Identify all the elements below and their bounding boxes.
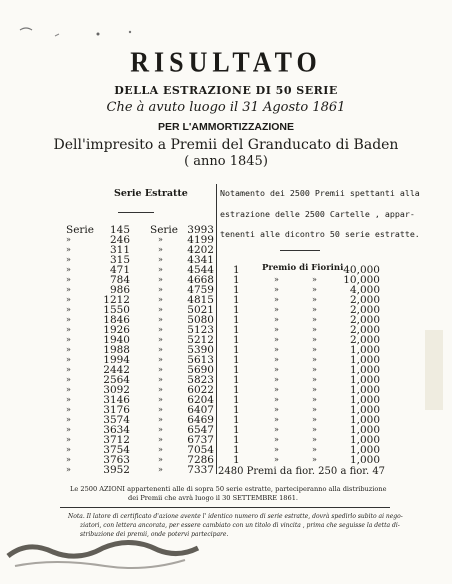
serie-number: 4544 [187, 264, 214, 276]
serie-number: 3754 [103, 444, 130, 456]
ditto-mark: » [274, 435, 279, 444]
serie-number: 5212 [187, 334, 214, 346]
col1-ditto-marks [66, 235, 71, 475]
nota-line2: ziatori, con lettera ancorata, per essere cambiato con un titolo di vincita , prima che seguisse la detta di- [80, 522, 400, 529]
serie-number: 1994 [103, 354, 130, 366]
total-premi-line: 2480 Premi da fior. 250 a fior. 47 [218, 466, 386, 477]
ditto-mark: » [274, 355, 279, 364]
ditto-mark: » [158, 375, 163, 384]
serie-number: 1550 [103, 304, 130, 316]
serie-number: 5123 [187, 324, 214, 336]
premio-amount: 1,000 [349, 454, 380, 466]
ditto-mark: » [274, 335, 279, 344]
ditto-mark: » [158, 265, 163, 274]
ditto-mark: » [66, 235, 71, 244]
ditto-mark: » [312, 445, 317, 454]
ditto-mark: » [312, 295, 317, 304]
ditto-mark: » [312, 425, 317, 434]
serie-number: 6737 [187, 434, 214, 446]
premio-amount: 1,000 [349, 404, 380, 416]
premio-count: 1 [233, 374, 240, 386]
footer-para-line2: dei Premii che avrà luogo il 30 SETTEMBRE 1861. [128, 494, 298, 502]
ditto-mark: » [158, 295, 163, 304]
premio-amount: 1,000 [349, 414, 380, 426]
serie-column-2 [186, 225, 214, 475]
serie-number: 784 [109, 274, 130, 286]
premio-amount: 10,000 [343, 274, 380, 286]
nota-line1: Nota. Il latore di certificato d'azione avente l' identico numero di serie estratte, dovrà spedirlo subito ai nego- [68, 513, 403, 520]
ditto-mark: » [158, 255, 163, 264]
col1-label: Serie [66, 224, 94, 236]
subtitle-estrazione: DELLA ESTRAZIONE DI 50 SERIE [114, 84, 338, 97]
ditto-mark: » [66, 275, 71, 284]
ditto-mark: » [158, 245, 163, 254]
premio-count-column [233, 265, 240, 465]
left-table-heading: Serie Estratte [114, 188, 188, 199]
serie-number: 6469 [187, 414, 214, 426]
ditto-mark: » [312, 365, 317, 374]
ditto-mark: » [158, 415, 163, 424]
subtitle-ammortizzazione: PER L'AMMORTIZZAZIONE [157, 121, 295, 133]
ditto-mark: » [312, 315, 317, 324]
ditto-mark: » [274, 375, 279, 384]
ditto-mark: » [312, 415, 317, 424]
premio-count: 1 [233, 404, 240, 416]
premio-count: 1 [233, 324, 240, 336]
ditto-mark: » [158, 465, 163, 474]
serie-number: 2442 [103, 364, 130, 376]
subtitle-imprestito: Dell'impresito a Premii del Granducato di Baden [53, 137, 399, 153]
premio-amount: 1,000 [349, 394, 380, 406]
footer-para-line1: Le 2500 AZIONI appartenenti alle di sopra 50 serie estratte, parteciperanno alla distribuzione [70, 485, 387, 493]
serie-number: 5690 [187, 364, 214, 376]
premio-amount-column [338, 265, 380, 465]
serie-number: 3993 [187, 224, 214, 236]
premio-header: Premio di Fiorini [262, 263, 344, 273]
premio-count: 1 [233, 294, 240, 306]
ditto-mark: » [274, 415, 279, 424]
subtitle-date: Che à avuto luogo il 31 Agosto 1861 [106, 100, 346, 115]
ditto-mark: » [274, 275, 279, 284]
premio-ditto-a [274, 275, 279, 465]
serie-number: 4668 [187, 274, 214, 286]
serie-number: 7286 [187, 454, 214, 466]
premio-count: 1 [233, 454, 240, 466]
ditto-mark: » [66, 305, 71, 314]
premio-count: 1 [233, 424, 240, 436]
premio-count: 1 [233, 444, 240, 456]
serie-number: 1988 [103, 344, 130, 356]
serie-number: 145 [109, 224, 130, 236]
ditto-mark: » [312, 455, 317, 464]
ditto-mark: » [274, 365, 279, 374]
ditto-mark: » [158, 365, 163, 374]
serie-number: 471 [109, 264, 130, 276]
ditto-mark: » [66, 425, 71, 434]
ditto-mark: » [66, 465, 71, 474]
ditto-mark: » [312, 385, 317, 394]
serie-number: 6547 [187, 424, 214, 436]
ditto-mark: » [274, 345, 279, 354]
premio-ditto-b [312, 275, 317, 465]
ditto-mark: » [158, 315, 163, 324]
table-divider [216, 184, 217, 474]
serie-number: 3763 [103, 454, 130, 466]
ditto-mark: » [66, 345, 71, 354]
ditto-mark: » [312, 335, 317, 344]
ditto-mark: » [312, 435, 317, 444]
ditto-mark: » [158, 305, 163, 314]
premio-amount: 1,000 [349, 424, 380, 436]
ditto-mark: » [274, 425, 279, 434]
ditto-mark: » [158, 285, 163, 294]
ditto-mark: » [66, 295, 71, 304]
serie-number: 6407 [187, 404, 214, 416]
ditto-mark: » [274, 455, 279, 464]
serie-number: 246 [109, 234, 130, 246]
serie-number: 315 [109, 254, 130, 266]
premio-count: 1 [233, 434, 240, 446]
ditto-mark: » [274, 305, 279, 314]
footer-divider [60, 507, 390, 508]
heading-underline [118, 212, 154, 213]
ditto-mark: » [66, 445, 71, 454]
serie-number: 4202 [187, 244, 214, 256]
ditto-mark: » [274, 445, 279, 454]
serie-number: 2564 [103, 374, 130, 386]
serie-number: 7337 [187, 464, 214, 476]
premio-count: 1 [233, 344, 240, 356]
premio-count: 1 [233, 414, 240, 426]
ditto-mark: » [158, 355, 163, 364]
premio-amount: 4,000 [349, 284, 380, 296]
serie-number: 4199 [187, 234, 214, 246]
ditto-mark: » [66, 455, 71, 464]
serie-number: 1926 [103, 324, 130, 336]
serie-number: 4815 [187, 294, 214, 306]
ditto-mark: » [66, 365, 71, 374]
ditto-mark: » [66, 265, 71, 274]
serie-number: 3092 [103, 384, 130, 396]
ditto-mark: » [158, 325, 163, 334]
ditto-mark: » [312, 285, 317, 294]
right-intro-line2: estrazione delle 2500 Cartelle , appar- [220, 209, 415, 219]
serie-number: 3634 [103, 424, 130, 436]
premio-count: 1 [233, 284, 240, 296]
premio-amount: 40,000 [343, 264, 380, 276]
ditto-mark: » [66, 245, 71, 254]
serie-number: 986 [109, 284, 130, 296]
premio-amount: 2,000 [349, 314, 380, 326]
ditto-mark: » [274, 285, 279, 294]
premio-count: 1 [233, 394, 240, 406]
premio-count: 1 [233, 304, 240, 316]
ditto-mark: » [158, 335, 163, 344]
ditto-mark: » [66, 255, 71, 264]
serie-number: 3952 [103, 464, 130, 476]
premio-amount: 1,000 [349, 434, 380, 446]
col2-label: Serie [150, 224, 178, 236]
right-intro-underline [280, 250, 320, 251]
premio-count: 1 [233, 354, 240, 366]
ditto-mark: » [312, 405, 317, 414]
premio-amount: 1,000 [349, 364, 380, 376]
premio-amount: 1,000 [349, 354, 380, 366]
serie-number: 311 [109, 244, 130, 256]
serie-number: 7054 [187, 444, 214, 456]
ditto-mark: » [158, 385, 163, 394]
serie-number: 5021 [187, 304, 214, 316]
ditto-mark: » [312, 325, 317, 334]
ditto-mark: » [66, 405, 71, 414]
ditto-mark: » [158, 395, 163, 404]
document-title: RISULTATO [130, 46, 322, 79]
premio-amount: 1,000 [349, 384, 380, 396]
premio-count: 1 [233, 274, 240, 286]
ditto-mark: » [66, 375, 71, 384]
ditto-mark: » [66, 335, 71, 344]
ditto-mark: » [66, 395, 71, 404]
serie-number: 5080 [187, 314, 214, 326]
premio-count: 1 [233, 314, 240, 326]
serie-number: 6022 [187, 384, 214, 396]
serie-number: 1212 [103, 294, 130, 306]
serie-number: 5390 [187, 344, 214, 356]
ditto-mark: » [158, 405, 163, 414]
premio-amount: 1,000 [349, 344, 380, 356]
ditto-mark: » [312, 375, 317, 384]
serie-number: 6204 [187, 394, 214, 406]
serie-number: 3176 [103, 404, 130, 416]
nota-line3: stribuzione dei premii, onde potervi partecipare. [80, 531, 229, 538]
ditto-mark: » [274, 295, 279, 304]
ditto-mark: » [158, 445, 163, 454]
ditto-mark: » [66, 315, 71, 324]
premio-amount: 2,000 [349, 304, 380, 316]
premio-amount: 2,000 [349, 324, 380, 336]
serie-number: 3712 [103, 434, 130, 446]
ditto-mark: » [66, 385, 71, 394]
ditto-mark: » [312, 275, 317, 284]
serie-number: 1846 [103, 314, 130, 326]
ditto-mark: » [312, 345, 317, 354]
serie-number: 4759 [187, 284, 214, 296]
ditto-mark: » [274, 395, 279, 404]
premio-amount: 2,000 [349, 294, 380, 306]
premio-count: 1 [233, 264, 240, 276]
ditto-mark: » [274, 315, 279, 324]
ditto-mark: » [158, 435, 163, 444]
premio-amount: 2,000 [349, 334, 380, 346]
ditto-mark: » [312, 395, 317, 404]
ditto-mark: » [66, 325, 71, 334]
serie-column-1 [102, 225, 130, 475]
ditto-mark: » [158, 345, 163, 354]
ditto-mark: » [158, 235, 163, 244]
premio-count: 1 [233, 384, 240, 396]
ditto-mark: » [274, 405, 279, 414]
col2-ditto-marks [158, 235, 163, 475]
ditto-mark: » [66, 415, 71, 424]
ditto-mark: » [158, 275, 163, 284]
ditto-mark: » [274, 385, 279, 394]
serie-number: 3574 [103, 414, 130, 426]
serie-number: 3146 [103, 394, 130, 406]
premio-count: 1 [233, 334, 240, 346]
premio-count: 1 [233, 364, 240, 376]
ditto-mark: » [158, 425, 163, 434]
ditto-mark: » [66, 355, 71, 364]
right-intro-line1: Notamento dei 2500 Premii spettanti alla [220, 188, 420, 198]
right-intro-line3: tenenti alle dicontro 50 serie estratte. [220, 229, 420, 239]
premio-amount: 1,000 [349, 444, 380, 456]
subtitle-year: ( anno 1845) [184, 154, 268, 169]
ditto-mark: » [312, 355, 317, 364]
ditto-mark: » [312, 305, 317, 314]
ditto-mark: » [274, 325, 279, 334]
ditto-mark: » [66, 435, 71, 444]
premio-amount: 1,000 [349, 374, 380, 386]
serie-number: 5613 [187, 354, 214, 366]
serie-number: 4341 [187, 254, 214, 266]
ditto-mark: » [158, 455, 163, 464]
serie-number: 5823 [187, 374, 214, 386]
serie-number: 1940 [103, 334, 130, 346]
ditto-mark: » [66, 285, 71, 294]
